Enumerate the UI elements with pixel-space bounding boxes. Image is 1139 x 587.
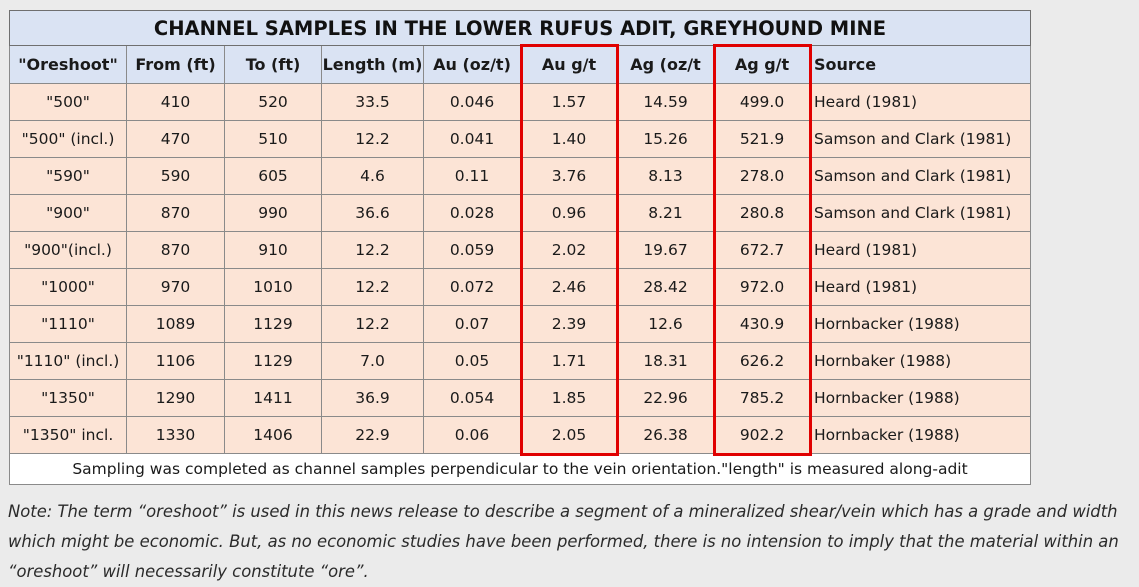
cell-source: Hornbacker (1988) (811, 380, 1031, 417)
cell-from-ft: 870 (127, 232, 225, 269)
cell-from-ft: 1290 (127, 380, 225, 417)
cell-to-ft: 520 (225, 84, 322, 121)
cell-ag-oz-t: 22.96 (618, 380, 714, 417)
cell-source: Hornbacker (1988) (811, 417, 1031, 454)
table-header-row (10, 46, 1031, 84)
cell-oreshoot: "1110" (incl.) (10, 343, 127, 380)
cell-from-ft: 1106 (127, 343, 225, 380)
table-body (10, 84, 1031, 454)
cell-au-oz-t: 0.072 (424, 269, 521, 306)
header-au-g-t: Au g/t (521, 46, 618, 84)
cell-au-g-t: 2.05 (521, 417, 618, 454)
header-to-ft: To (ft) (225, 46, 322, 84)
header-source: Source (811, 46, 1031, 84)
disclaimer-note: Note: The term “oreshoot” is used in this news release to describe a segment of a mineralized shear/vein which has a grade and width which might be economic. But, as no economic studies have been performed, there is no intension to imply that the material within an “oreshoot” will necessarily constitute “ore”. (8, 502, 1119, 581)
cell-oreshoot: "500" (incl.) (10, 121, 127, 158)
cell-ag-oz-t: 12.6 (618, 306, 714, 343)
cell-source: Samson and Clark (1981) (811, 158, 1031, 195)
cell-to-ft: 1406 (225, 417, 322, 454)
cell-from-ft: 1330 (127, 417, 225, 454)
cell-length-m: 22.9 (322, 417, 424, 454)
cell-oreshoot: "500" (10, 84, 127, 121)
cell-au-oz-t: 0.054 (424, 380, 521, 417)
cell-from-ft: 590 (127, 158, 225, 195)
cell-ag-g-t: 785.2 (714, 380, 811, 417)
header-from-ft: From (ft) (127, 46, 225, 84)
cell-ag-oz-t: 26.38 (618, 417, 714, 454)
cell-au-oz-t: 0.059 (424, 232, 521, 269)
cell-au-oz-t: 0.06 (424, 417, 521, 454)
cell-source: Heard (1981) (811, 269, 1031, 306)
header-oreshoot: "Oreshoot" (10, 46, 127, 84)
cell-au-oz-t: 0.046 (424, 84, 521, 121)
cell-au-oz-t: 0.11 (424, 158, 521, 195)
table-row (10, 195, 1031, 232)
cell-length-m: 12.2 (322, 121, 424, 158)
header-length-m: Length (m) (322, 46, 424, 84)
cell-length-m: 33.5 (322, 84, 424, 121)
cell-au-g-t: 2.46 (521, 269, 618, 306)
cell-au-oz-t: 0.028 (424, 195, 521, 232)
cell-from-ft: 870 (127, 195, 225, 232)
cell-au-g-t: 1.40 (521, 121, 618, 158)
cell-from-ft: 470 (127, 121, 225, 158)
table-footer-row (10, 454, 1031, 485)
cell-ag-g-t: 626.2 (714, 343, 811, 380)
cell-length-m: 12.2 (322, 306, 424, 343)
cell-to-ft: 990 (225, 195, 322, 232)
cell-au-oz-t: 0.041 (424, 121, 521, 158)
cell-length-m: 12.2 (322, 269, 424, 306)
cell-au-g-t: 1.71 (521, 343, 618, 380)
table-title-row (10, 11, 1031, 46)
cell-au-oz-t: 0.05 (424, 343, 521, 380)
cell-to-ft: 1010 (225, 269, 322, 306)
cell-ag-oz-t: 18.31 (618, 343, 714, 380)
cell-ag-oz-t: 8.21 (618, 195, 714, 232)
table-row (10, 343, 1031, 380)
cell-oreshoot: "1350" (10, 380, 127, 417)
table-row (10, 84, 1031, 121)
cell-length-m: 7.0 (322, 343, 424, 380)
cell-source: Heard (1981) (811, 84, 1031, 121)
cell-ag-g-t: 521.9 (714, 121, 811, 158)
cell-source: Samson and Clark (1981) (811, 195, 1031, 232)
cell-ag-g-t: 672.7 (714, 232, 811, 269)
cell-ag-g-t: 499.0 (714, 84, 811, 121)
cell-source: Hornbacker (1988) (811, 306, 1031, 343)
table-footer-note: Sampling was completed as channel samples perpendicular to the vein orientation."length" is measured along-adit (10, 454, 1031, 485)
cell-ag-g-t: 430.9 (714, 306, 811, 343)
channel-samples-table-container (9, 10, 1030, 485)
cell-oreshoot: "590" (10, 158, 127, 195)
cell-ag-oz-t: 19.67 (618, 232, 714, 269)
cell-au-g-t: 1.57 (521, 84, 618, 121)
table-row (10, 306, 1031, 343)
header-ag-oz-t: Ag (oz/t (618, 46, 714, 84)
cell-from-ft: 1089 (127, 306, 225, 343)
cell-to-ft: 605 (225, 158, 322, 195)
cell-from-ft: 410 (127, 84, 225, 121)
cell-ag-oz-t: 28.42 (618, 269, 714, 306)
cell-ag-oz-t: 14.59 (618, 84, 714, 121)
cell-to-ft: 910 (225, 232, 322, 269)
cell-au-g-t: 3.76 (521, 158, 618, 195)
cell-source: Heard (1981) (811, 232, 1031, 269)
cell-ag-oz-t: 15.26 (618, 121, 714, 158)
cell-oreshoot: "1000" (10, 269, 127, 306)
cell-oreshoot: "900" (10, 195, 127, 232)
cell-source: Samson and Clark (1981) (811, 121, 1031, 158)
cell-ag-g-t: 280.8 (714, 195, 811, 232)
cell-au-g-t: 2.02 (521, 232, 618, 269)
cell-ag-g-t: 972.0 (714, 269, 811, 306)
table-row (10, 380, 1031, 417)
table-row (10, 232, 1031, 269)
cell-length-m: 4.6 (322, 158, 424, 195)
cell-au-g-t: 2.39 (521, 306, 618, 343)
cell-au-oz-t: 0.07 (424, 306, 521, 343)
cell-length-m: 36.6 (322, 195, 424, 232)
cell-to-ft: 510 (225, 121, 322, 158)
table-row (10, 158, 1031, 195)
header-ag-g-t: Ag g/t (714, 46, 811, 84)
cell-oreshoot: "1110" (10, 306, 127, 343)
cell-length-m: 36.9 (322, 380, 424, 417)
cell-oreshoot: "1350" incl. (10, 417, 127, 454)
channel-samples-table (9, 10, 1031, 485)
table-title: CHANNEL SAMPLES IN THE LOWER RUFUS ADIT, GREYHOUND MINE (10, 11, 1031, 46)
cell-au-g-t: 0.96 (521, 195, 618, 232)
cell-oreshoot: "900"(incl.) (10, 232, 127, 269)
table-row (10, 417, 1031, 454)
table-row (10, 269, 1031, 306)
cell-au-g-t: 1.85 (521, 380, 618, 417)
table-row (10, 121, 1031, 158)
header-au-oz-t: Au (oz/t) (424, 46, 521, 84)
cell-length-m: 12.2 (322, 232, 424, 269)
cell-ag-g-t: 902.2 (714, 417, 811, 454)
cell-ag-oz-t: 8.13 (618, 158, 714, 195)
cell-from-ft: 970 (127, 269, 225, 306)
cell-to-ft: 1129 (225, 306, 322, 343)
cell-ag-g-t: 278.0 (714, 158, 811, 195)
cell-source: Hornbaker (1988) (811, 343, 1031, 380)
cell-to-ft: 1411 (225, 380, 322, 417)
cell-to-ft: 1129 (225, 343, 322, 380)
